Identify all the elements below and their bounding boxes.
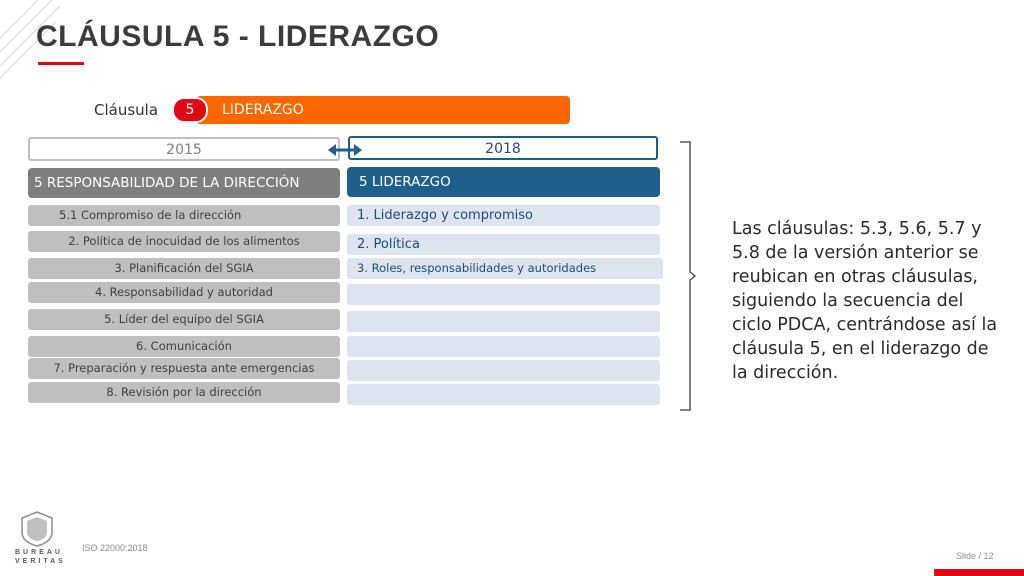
- title-underline: [38, 62, 84, 65]
- new-empty-row: [347, 336, 660, 357]
- old-item-7: 7. Preparación y respuesta ante emergencias: [28, 358, 340, 379]
- year-2018-box: 2018: [348, 136, 658, 160]
- new-item-1: 1. Liderazgo y compromiso: [347, 205, 660, 226]
- clausula-banner: [196, 96, 570, 124]
- clausula-name: LIDERAZGO: [222, 102, 304, 118]
- new-empty-row: [347, 360, 660, 381]
- slide-number: Slide / 12: [956, 551, 994, 561]
- double-arrow-icon: [328, 143, 362, 157]
- new-item-3: 3. Roles, responsabilidades y autoridades: [347, 258, 663, 279]
- old-item-5: 5. Líder del equipo del SGIA: [28, 309, 340, 330]
- new-empty-row: [347, 311, 660, 332]
- old-item-6: 6. Comunicación: [28, 336, 340, 357]
- new-empty-row: [347, 384, 660, 405]
- clausula-label: Cláusula: [94, 101, 159, 119]
- bureau-veritas-logo: [20, 510, 54, 548]
- new-empty-row: [347, 284, 660, 305]
- old-item-4: 4. Responsabilidad y autoridad: [28, 282, 340, 303]
- footer-standard: ISO 22000:2018: [82, 543, 148, 553]
- logo-text: [15, 548, 66, 566]
- logo-line-1: BUREAU: [15, 549, 63, 556]
- year-2015-box: 2015: [28, 137, 340, 161]
- logo-line-2: VERITAS: [15, 558, 66, 565]
- old-item-8: 8. Revisión por la dirección: [28, 382, 340, 403]
- footer-accent-bar: [934, 569, 1024, 576]
- old-section-header: 5 RESPONSABILIDAD DE LA DIRECCIÓN: [28, 168, 340, 198]
- explanation-text: Las cláusulas: 5.3, 5.6, 5.7 y 5.8 de la versión anterior se reubican en otras cláusulas, siguiendo la secuencia del ciclo PDCA, centrándose así la cláusula 5, en el liderazgo de la dirección.: [732, 219, 998, 383]
- clausula-number-badge: 5: [172, 97, 208, 123]
- bracket-icon: [674, 140, 696, 412]
- old-item-1: 5.1 Compromiso de la dirección: [28, 205, 340, 226]
- new-section-header: 5 LIDERAZGO: [347, 167, 660, 197]
- new-item-2: 2. Política: [347, 234, 660, 255]
- old-item-3: 3. Planificación del SGIA: [28, 258, 340, 279]
- page-title: CLÁUSULA 5 - LIDERAZGO: [36, 20, 440, 53]
- old-item-2: 2. Política de inocuidad de los alimentos: [28, 231, 340, 252]
